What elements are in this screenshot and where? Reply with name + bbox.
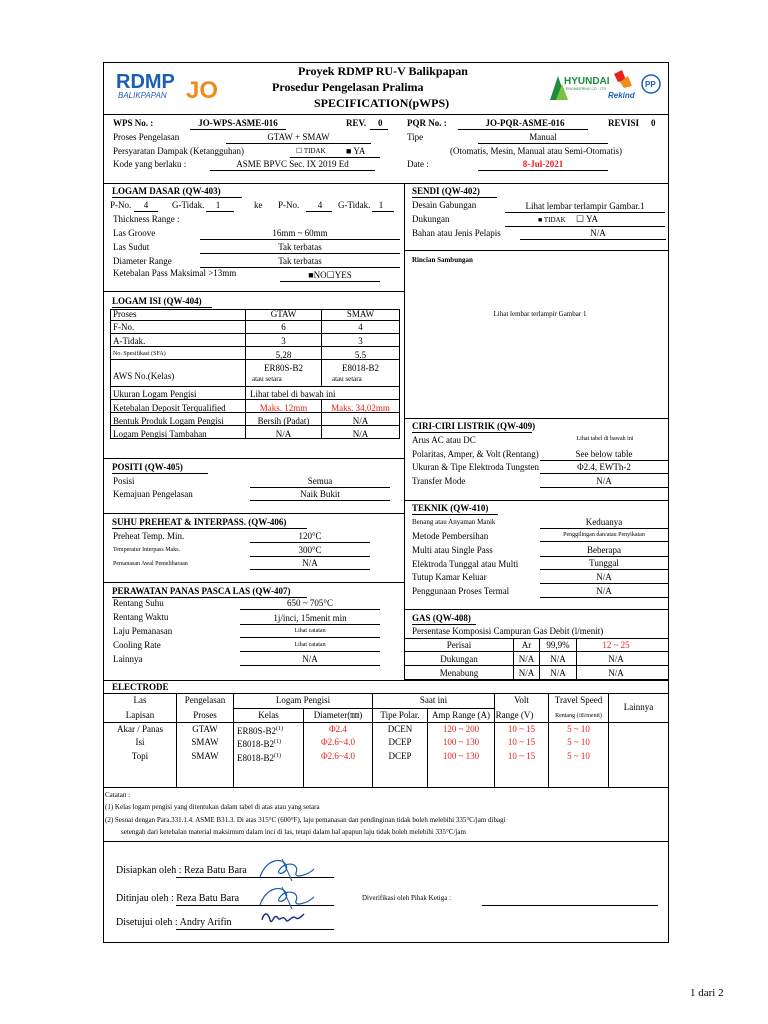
logam-isi-row-label: No. Spesifikasi (SFA)	[113, 351, 166, 357]
gas-row-flow: N/A	[608, 654, 624, 664]
tambahan-label: Logam Pengisi Tambahan	[113, 429, 207, 439]
header-title-2: Prosedur Pengelasan Pralima	[272, 80, 424, 94]
tungsten-value: Φ2.4, EWTh-2	[577, 462, 631, 472]
signature-approved: Disetujui oleh : Andry Arifin	[116, 917, 232, 928]
kemajuan-value: Naik Bukit	[300, 489, 340, 499]
electrode-diameter: Φ2.6~4.0	[321, 737, 355, 747]
electrode-h-diameter: Diameter(㎜)	[313, 710, 363, 720]
posisi-label: Posisi	[113, 476, 135, 486]
transfer-label: Transfer Mode	[412, 476, 466, 486]
electrode-lapisan: Akar / Panas	[117, 724, 163, 734]
proses-label: Proses Pengelasan	[113, 132, 180, 142]
listrik-title: CIRI-CIRI LISTRIK (QW-409)	[412, 421, 536, 431]
lainnya-value: N/A	[302, 654, 318, 664]
catatan-title: Catatan :	[105, 791, 131, 799]
logam-isi-table	[110, 309, 400, 444]
tungsten-label: Ukuran & Tipe Elektroda Tungsten	[412, 462, 540, 472]
kemajuan-label: Kemajuan Pengelasan	[113, 489, 193, 499]
dukungan-label: Dukungan	[412, 214, 450, 224]
electrode-proses: SMAW	[191, 751, 219, 761]
preheat-title: SUHU PREHEAT & INTERPASS. (QW-406)	[112, 517, 287, 527]
wps-value: JO-WPS-ASME-016	[198, 118, 278, 128]
electrode-row	[103, 751, 669, 765]
diameter-value: Tak terbatas	[278, 256, 322, 266]
electrode-speed: 5 ~ 10	[567, 737, 590, 747]
posisi-title: POSITI (QW-405)	[112, 462, 183, 472]
electrode-h-volt: Volt	[514, 695, 529, 705]
gas-row-label: Menabung	[439, 668, 479, 678]
electrode-h-travel: Travel Speed	[554, 695, 603, 705]
tipe-note: (Otomatis, Mesin, Manual atau Semi-Otomatis)	[450, 146, 622, 156]
teknik-title: TEKNIK (QW-410)	[412, 503, 489, 513]
electrode-h-range: Range (V)	[495, 710, 534, 720]
sudut-label: Las Sudut	[113, 242, 150, 252]
pno2-label: P-No.	[278, 200, 300, 210]
cooling-label: Cooling Rate	[113, 640, 161, 650]
electrode-diameter: Φ2.4	[329, 724, 347, 734]
ukuran-label: Ukuran Logam Pengisi	[113, 389, 197, 399]
logam-isi-row-label: A-Tidak.	[113, 336, 146, 346]
revisi-label: REVISI	[608, 118, 640, 128]
rincian-label: Rincian Sambungan	[412, 256, 473, 264]
hyundai-text: HYUNDAI	[564, 76, 610, 87]
gas-row-pct: 99,9%	[546, 640, 570, 650]
gtidak2-value: 1	[378, 200, 384, 210]
logam-isi-gtaw: 5,28	[275, 350, 292, 360]
gas-row-label: Perisai	[446, 640, 472, 650]
groove-label: Las Groove	[113, 228, 156, 238]
signature-reviewed: Ditinjau oleh : Reza Batu Bara	[116, 893, 240, 904]
deposit-smaw: Maks. 34,02mm	[331, 403, 390, 413]
electrode-h-saat: Saat ini	[419, 695, 448, 705]
arus-value: Lihat tabel di bawah ini	[576, 436, 634, 442]
pno-value: 4	[143, 200, 149, 210]
signature-mark-approved	[258, 906, 306, 928]
diameter-label: Diameter Range	[113, 256, 172, 266]
deposit-label: Ketebalan Deposit Terqualified	[113, 403, 226, 413]
aws-smaw-sub: atau setara	[332, 375, 362, 383]
perawatan-title: PERAWATAN PANAS PASCA LAS (QW-407)	[112, 586, 291, 596]
gtidak-value: 1	[215, 200, 221, 210]
aws-gtaw: ER80S-B2	[263, 363, 303, 373]
ke-label: ke	[254, 200, 263, 210]
bentuk-gtaw: Bersih (Padat)	[257, 416, 310, 426]
waktu-label: Rentang Waktu	[113, 612, 169, 622]
kode-value: ASME BPVC Sec. IX 2019 Ed	[236, 159, 349, 169]
transfer-value: N/A	[596, 476, 612, 486]
logam-isi-smaw: 4	[358, 322, 363, 332]
electrode-speed: 5 ~ 10	[567, 724, 590, 734]
catatan-line-2: (2) Sesuai dengan Para.331.1.4. ASME B31.3. Di atas 315°C (600°F), laju pemanasan dan pendinginan tidak boleh melebihi 335°C/jam dibagi	[105, 816, 506, 824]
page-number: 1 dari 2	[690, 987, 724, 999]
suhu-label: Rentang Suhu	[113, 598, 164, 608]
pno-label: P-No.	[110, 200, 132, 210]
dampak-tidak: ☐ TIDAK	[296, 147, 326, 155]
dukungan-tidak: ■ TIDAK	[538, 216, 566, 224]
teknik-value: Penggilingan dan/atau Penyikatan	[563, 532, 645, 538]
teknik-label: Multi atau Single Pass	[412, 545, 493, 555]
bahan-value: N/A	[590, 228, 606, 238]
tipe-label: Tipe	[407, 132, 424, 142]
electrode-diameter: Φ2.6~4.0	[321, 751, 355, 761]
center-divider	[404, 183, 405, 679]
logam-isi-row-label: F-No.	[113, 322, 135, 332]
electrode-h-amp: Amp Range (A)	[432, 710, 490, 720]
aws-label: AWS No.(Kelas)	[113, 371, 175, 381]
deposit-gtaw: Maks. 12mm	[259, 403, 308, 413]
ketebalan-value: ■NO☐YES	[308, 270, 352, 280]
wps-label: WPS No. :	[113, 118, 154, 128]
electrode-volt: 10 ~ 15	[507, 724, 536, 734]
bentuk-smaw: N/A	[352, 416, 369, 426]
teknik-label: Penggunaan Proses Termal	[412, 586, 510, 596]
hyundai-logo	[548, 66, 668, 106]
electrode-polar: DCEN	[387, 724, 413, 734]
tipe-value: Manual	[529, 132, 557, 142]
rekind-text: Rekind	[608, 91, 635, 100]
rdmp-text: RDMP	[116, 71, 175, 93]
electrode-h-logam: Logam Pengisi	[275, 695, 331, 705]
gtidak-label: G-Tidak.	[172, 200, 205, 210]
tambahan-smaw: N/A	[352, 429, 369, 439]
teknik-value: N/A	[596, 572, 612, 582]
electrode-kelas: E8018-B2$^{(1)}$	[237, 753, 281, 763]
header-divider	[103, 114, 669, 115]
electrode-volt: 10 ~ 15	[507, 751, 536, 761]
suhu-value: 650 ~ 705°C	[287, 598, 333, 608]
date-value: 8-Jul-2021	[522, 159, 564, 169]
tambahan-gtaw: N/A	[275, 429, 292, 439]
logam-isi-smaw: 5.5	[354, 350, 367, 360]
electrode-h-tipe: Tipe Polar.	[380, 710, 420, 720]
proses-value: GTAW + SMAW	[267, 132, 330, 142]
waktu-value: 1j/inci, 15menit min	[273, 613, 347, 623]
teknik-label: Benang atau Anyaman Manik	[412, 518, 496, 526]
electrode-h-rentang: Rentang (㎝/menit)	[555, 713, 602, 719]
awal-label: Pemanasan Awal Pemeliharaan	[113, 561, 188, 567]
preheat-min-value: 120°C	[298, 531, 322, 541]
bahan-label: Bahan atau Jenis Pelapis	[412, 228, 501, 238]
gtidak2-label: G-Tidak.	[338, 200, 371, 210]
gas-row-gas: N/A	[518, 654, 535, 664]
dampak-label: Persyaratan Dampak (Ketangguhan)	[113, 146, 244, 156]
electrode-h-kelas: Kelas	[258, 710, 279, 720]
catatan-line-3: setengah dari ketebalan material maksimum dalam inci di las, tetapi dalam hal apapun laju tidak boleh melebihi 335°C/jam	[121, 828, 466, 836]
cooling-value: Lihat catatan	[294, 642, 326, 648]
gas-table	[404, 638, 669, 680]
gas-row-pct: N/A	[550, 668, 566, 678]
lainnya-label: Lainnya	[113, 654, 143, 664]
electrode-proses: GTAW	[192, 724, 218, 734]
electrode-amp: 100 ~ 130	[442, 737, 480, 747]
teknik-value: Keduanya	[585, 517, 623, 527]
electrode-amp: 120 ~ 200	[442, 724, 480, 734]
electrode-h-lainnya: Lainnya	[623, 702, 654, 712]
electrode-lapisan: Isi	[135, 737, 145, 747]
dukungan-ya: ☐ YA	[576, 214, 598, 224]
electrode-proses: SMAW	[191, 737, 219, 747]
electrode-polar: DCEP	[388, 751, 412, 761]
teknik-value: Beberapa	[587, 545, 621, 555]
rincian-value: Lihat lembar terlampir Gambar 1	[493, 310, 587, 318]
electrode-volt: 10 ~ 15	[507, 737, 536, 747]
laju-value: Lihat catatan	[294, 628, 326, 634]
pp-text: PP	[645, 80, 656, 89]
bentuk-label: Bentuk Produk Logam Pengisi	[113, 416, 224, 426]
preheat-min-label: Preheat Temp. Min.	[113, 531, 185, 541]
teknik-value: Tunggal	[589, 558, 619, 568]
electrode-h-las: Las	[133, 695, 147, 705]
aws-smaw: E8018-B2	[342, 363, 379, 373]
electrode-kelas: E8018-B2$^{(1)}$	[237, 739, 281, 749]
electrode-polar: DCEP	[388, 737, 412, 747]
teknik-label: Elektroda Tunggal atau Multi	[412, 559, 519, 569]
rev-label: REV.	[346, 118, 367, 128]
teknik-value: N/A	[596, 586, 612, 596]
gas-row-label: Dukungan	[440, 654, 478, 664]
teknik-label: Tutup Kamar Keluar	[412, 572, 487, 582]
thickness-label: Thickness Range :	[113, 214, 180, 224]
dampak-ya: ■ YA	[346, 146, 366, 156]
electrode-kelas: ER80S-B2$^{(1)}$	[237, 726, 284, 736]
rdmp-logo	[114, 68, 219, 102]
gas-row-flow: N/A	[608, 668, 624, 678]
pno2-value: 4	[317, 200, 323, 210]
header-title-3: SPECIFICATION(pWPS)	[314, 96, 450, 110]
signature-prepared: Disiapkan oleh : Reza Batu Bara	[116, 865, 247, 876]
desain-label: Desain Gabungan	[412, 200, 477, 210]
groove-value: 16mm ~ 60mm	[272, 228, 328, 238]
awal-value: N/A	[302, 558, 318, 568]
ukuran-value: Lihat tabel di bawah ini	[250, 389, 336, 399]
signature-verified: Diverifikasi oleh Pihak Ketiga :	[362, 894, 452, 902]
sudut-value: Tak terbatas	[278, 242, 322, 252]
signature-mark-prepared	[252, 855, 322, 885]
gas-row-flow: 12 ~ 25	[602, 640, 630, 650]
logam-isi-row-label: Proses	[113, 309, 137, 319]
logam-isi-smaw: 3	[358, 336, 363, 346]
electrode-row	[103, 737, 669, 751]
balikpapan-text: BALIKPAPAN	[118, 91, 167, 100]
polaritas-value: See below table	[575, 449, 633, 459]
electrode-title: ELECTRODE	[112, 682, 169, 692]
logam-isi-gtaw: GTAW	[270, 309, 297, 319]
date-label: Date :	[407, 159, 429, 169]
pqr-value: JO-PQR-ASME-016	[485, 118, 565, 128]
ketebalan-label: Ketebalan Pass Maksimal >13mm	[113, 268, 237, 278]
sendi-title: SENDI (QW-402)	[412, 186, 480, 196]
gas-title: GAS (QW-408)	[412, 613, 471, 623]
revisi-value: 0	[651, 118, 656, 128]
jo-text: JO	[186, 77, 219, 102]
interpass-label: Temperatur Interpass Maks.	[113, 547, 181, 553]
electrode-speed: 5 ~ 10	[567, 751, 590, 761]
gas-row-gas: Ar	[521, 640, 532, 650]
gas-header: Persentase Komposisi Campuran Gas Debit (l/menit)	[412, 626, 604, 636]
electrode-h-lapisan: Lapisan	[125, 710, 155, 720]
gas-row-gas: N/A	[518, 668, 535, 678]
rev-value: 0	[378, 118, 383, 128]
gas-row-pct: N/A	[550, 654, 566, 664]
laju-label: Laju Pemanasan	[113, 626, 173, 636]
hyundai-sub-text: ENGINEERING CO., LTD	[566, 87, 606, 91]
logam-isi-title: LOGAM ISI (QW-404)	[112, 296, 202, 306]
posisi-value: Semua	[307, 476, 333, 486]
logam-isi-gtaw: 3	[281, 336, 286, 346]
logam-dasar-title: LOGAM DASAR (QW-403)	[112, 186, 221, 196]
pqr-label: PQR No. :	[407, 118, 447, 128]
arus-label: Arus AC atau DC	[412, 435, 476, 445]
electrode-h-pengelasan: Pengelasan	[184, 695, 226, 705]
kode-label: Kode yang berlaku :	[113, 159, 187, 169]
desain-value: Lihat lembar terlampir Gambar.1	[525, 201, 645, 211]
aws-gtaw-sub: atau setara	[252, 375, 282, 383]
teknik-label: Metode Pembersihan	[412, 531, 489, 541]
electrode-amp: 100 ~ 130	[442, 751, 480, 761]
interpass-value: 300°C	[298, 545, 322, 555]
header-title-1: Proyek RDMP RU-V Balikpapan	[298, 64, 468, 78]
electrode-h-proses: Proses	[193, 710, 217, 720]
logam-isi-smaw: SMAW	[346, 309, 375, 319]
logam-isi-gtaw: 6	[281, 322, 286, 332]
electrode-row	[103, 724, 669, 738]
catatan-line-1: (1) Kelas logam pengisi yang ditentukan dalam tabel di atas atau yang setara	[105, 803, 320, 811]
electrode-lapisan: Topi	[131, 751, 149, 761]
polaritas-label: Polaritas, Amper, & Volt (Rentang)	[412, 449, 539, 459]
